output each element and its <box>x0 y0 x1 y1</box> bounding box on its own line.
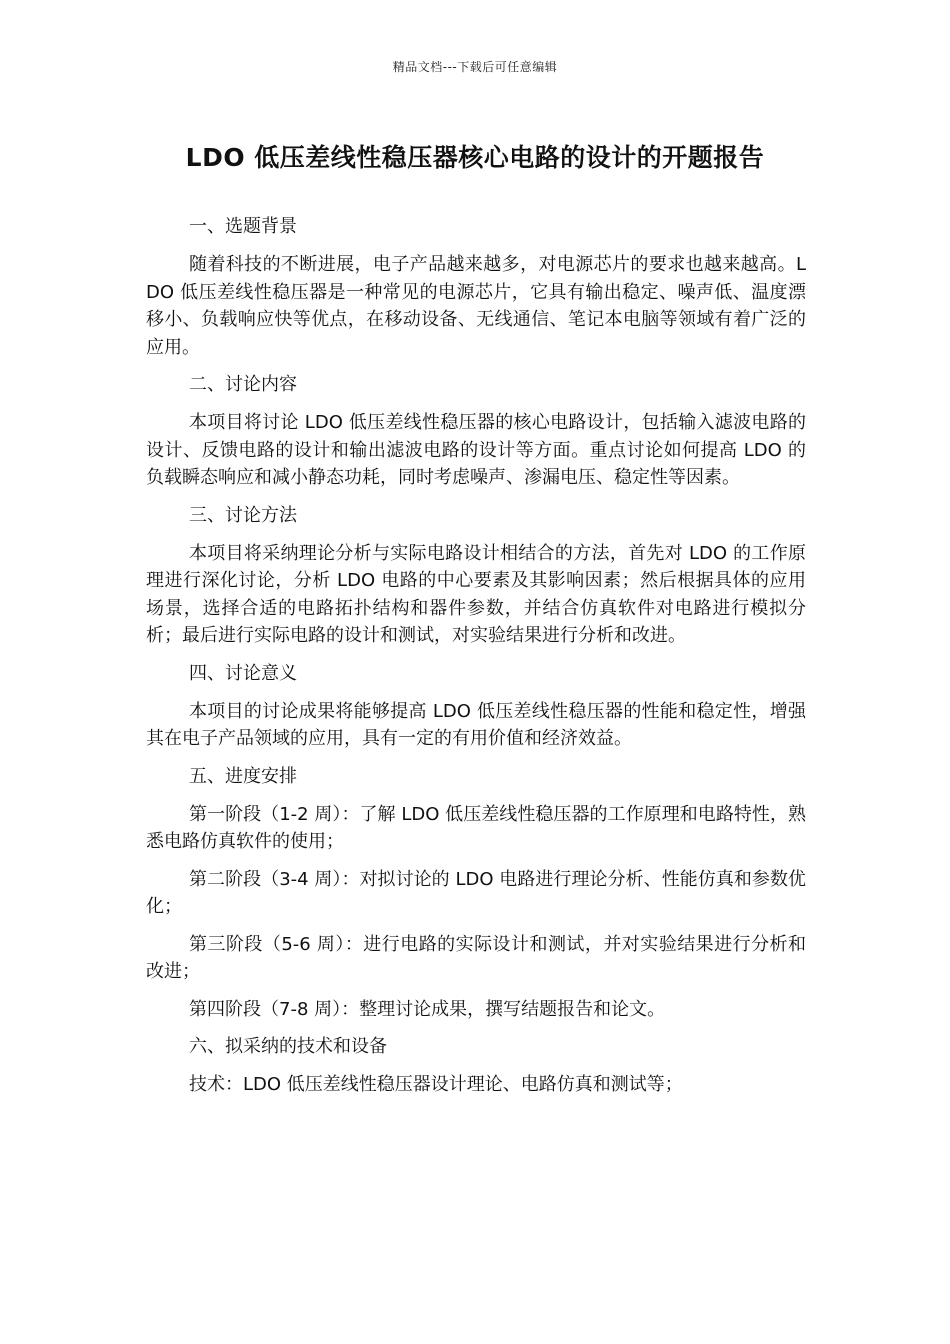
section-heading: 六、拟采纳的技术和设备 <box>189 1036 387 1057</box>
section-heading: 一、选题背景 <box>189 216 297 237</box>
document-body <box>146 213 806 1109</box>
section-method <box>146 502 806 650</box>
section-heading: 五、进度安排 <box>189 765 297 787</box>
section-schedule <box>146 763 806 1024</box>
schedule-stage-1: 第一阶段（1-2 周）：了解 LDO 低压差线性稳压器的工作原理和电路特性，熟悉电路仿真软件的使用； <box>146 803 806 852</box>
section-paragraph: 技术：LDO 低压差线性稳压器设计理论、电路仿真和测试等； <box>189 1074 683 1095</box>
section-background <box>146 213 806 361</box>
section-heading: 四、讨论意义 <box>189 662 297 684</box>
section-content <box>146 371 806 492</box>
section-heading: 三、讨论方法 <box>189 504 297 526</box>
section-paragraph: 本项目将讨论 LDO 低压差线性稳压器的核心电路设计，包括输入滤波电路的设计、反馈电路的设计和输出滤波电路的设计等方面。重点讨论如何提高 LDO 的负载瞬态响应和减小静态功耗，同时考虑噪声、渗漏电压、稳定性等因素。 <box>146 412 806 488</box>
schedule-stage-3: 第三阶段（5-6 周）：进行电路的实际设计和测试，并对实验结果进行分析和改进； <box>146 933 806 982</box>
schedule-stage-2: 第二阶段（3-4 周）：对拟讨论的 LDO 电路进行理论分析、性能仿真和参数优化； <box>146 868 806 917</box>
section-technology <box>146 1033 806 1099</box>
page-header: 精品文档---下载后可任意编辑 <box>392 60 558 74</box>
document-title: LDO 低压差线性稳压器核心电路的设计的开题报告 <box>185 143 765 172</box>
section-paragraph: 本项目将采纳理论分析与实际电路设计相结合的方法，首先对 LDO 的工作原理进行深化讨论，分析 LDO 电路的中心要素及其影响因素；然后根据具体的应用场景，选择合适的电路拓扑结构和器件参数，并结合仿真软件对电路进行模拟分析；最后进行实际电路的设计和测试，对实验结果进行分析和改进。 <box>146 542 806 646</box>
section-paragraph: 本项目的讨论成果将能够提高 LDO 低压差线性稳压器的性能和稳定性，增强其在电子产品领域的应用，具有一定的有用价值和经济效益。 <box>146 700 806 749</box>
section-paragraph: 随着科技的不断进展，电子产品越来越多，对电源芯片的要求也越来越高。LDO 低压差线性稳压器是一种常见的电源芯片，它具有输出稳定、噪声低、温度漂移小、负载响应快等优点，在移动设备、无线通信、笔记本电脑等领域有着广泛的应用。 <box>146 254 806 358</box>
schedule-stage-4: 第四阶段（7-8 周）：整理讨论成果，撰写结题报告和论文。 <box>189 998 666 1020</box>
section-significance <box>146 660 806 753</box>
section-heading: 二、讨论内容 <box>189 374 297 395</box>
